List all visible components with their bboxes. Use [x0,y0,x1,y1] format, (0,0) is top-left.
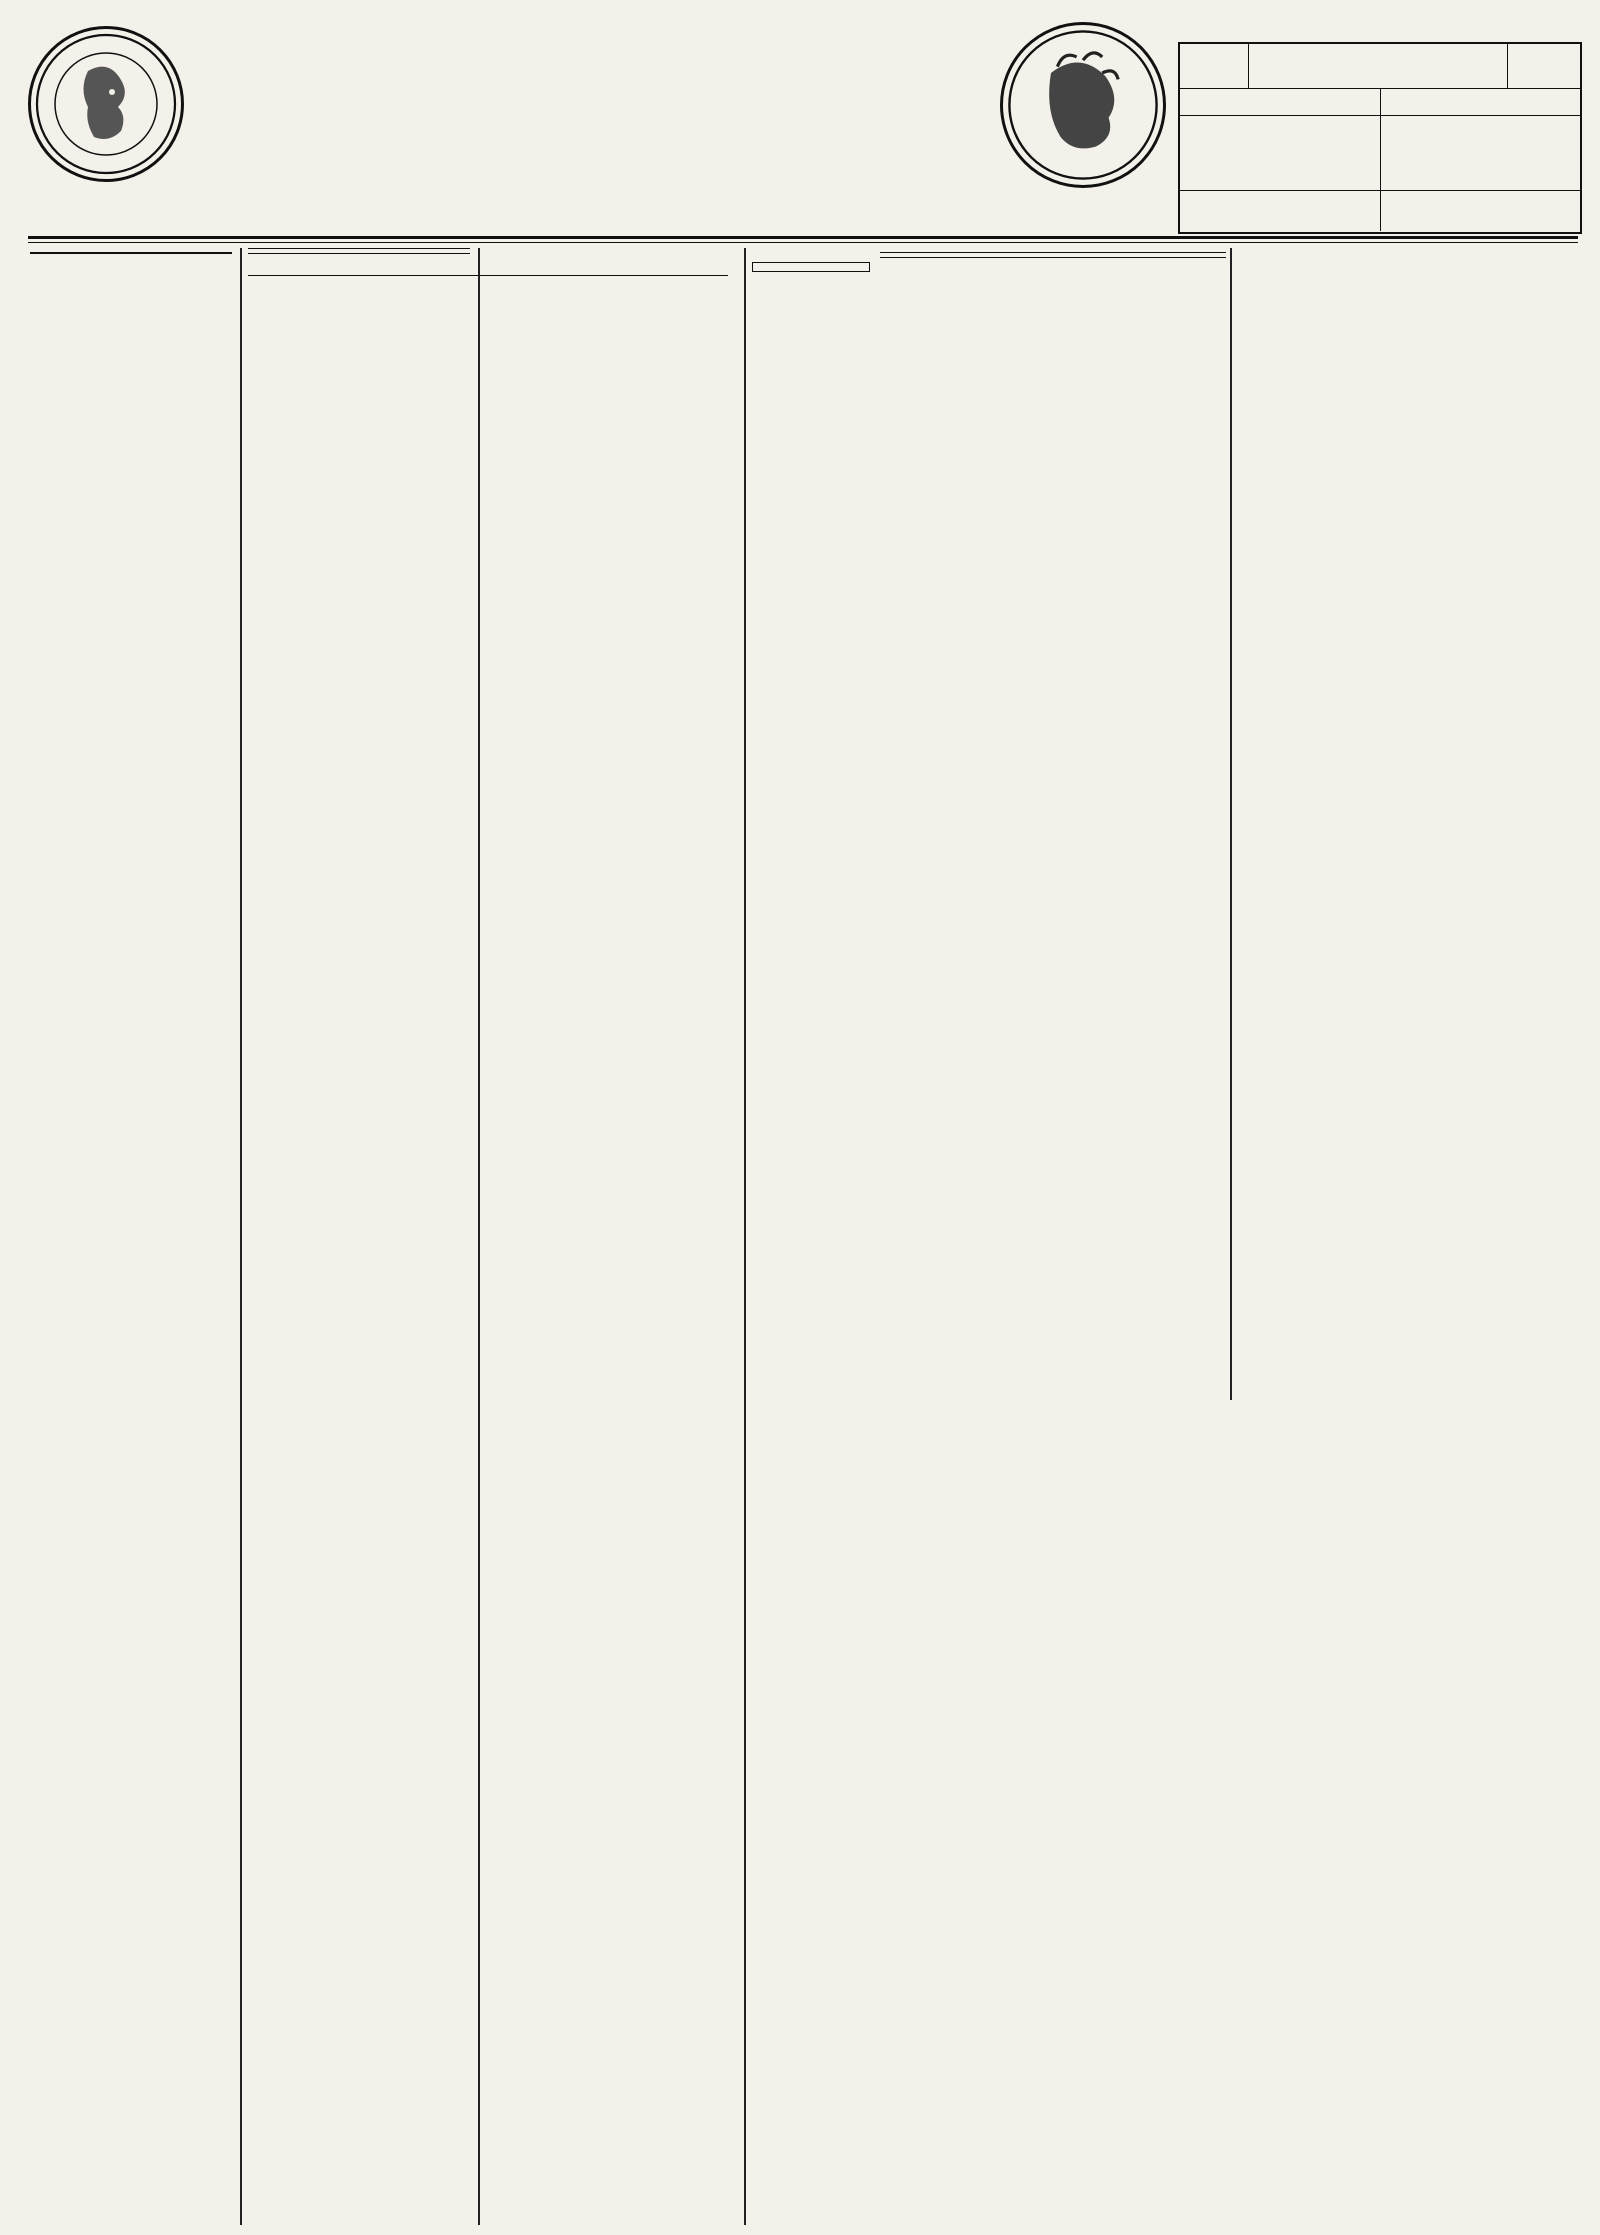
article-kicker [248,248,470,254]
column-separator [478,248,480,2225]
article-headline [30,248,232,254]
philippos-seal [28,26,184,182]
masthead-rule-thin [28,242,1578,243]
masthead-info-box [1178,42,1582,234]
ofakosmas-headline [752,262,870,272]
phone-number [1381,191,1581,231]
article-tsirimokos [1238,252,1578,1278]
director [1381,89,1581,115]
article-meteorological [880,252,1226,262]
article-kicker [880,252,1226,258]
article-headline [248,272,728,276]
article-body [252,400,472,2220]
publication-notice [1381,116,1581,190]
column-separator [1230,248,1232,1400]
masthead-rule [28,236,1578,239]
article-body [1238,258,1578,1278]
ofakosmas-article-main [752,262,870,2222]
price [1180,191,1381,231]
alexandros-coin-icon [1003,25,1163,185]
column-separator [744,248,746,2225]
philippos-coin-icon [31,29,181,179]
founder [1180,89,1381,115]
article-locarno-headlines [248,272,728,280]
alexandros-seal [1000,22,1166,188]
article-ellas-serbia [30,248,232,2225]
column-separator [240,248,242,2225]
offices-address [1180,116,1381,190]
